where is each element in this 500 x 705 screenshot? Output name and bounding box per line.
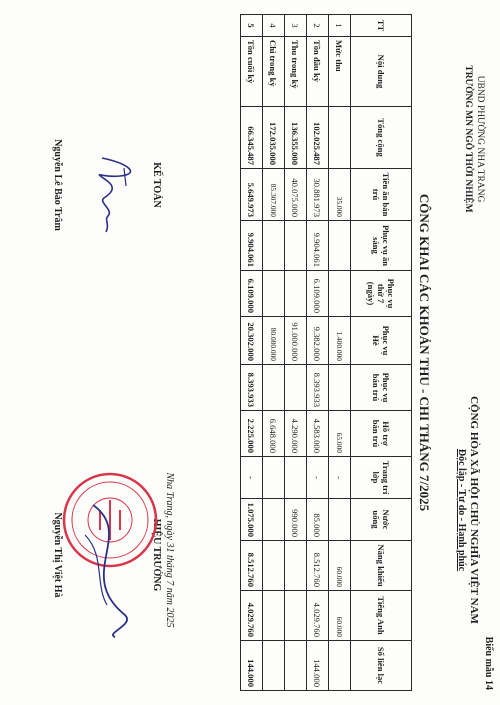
table-cell: [329, 221, 351, 271]
table-cell: 4.029.760: [241, 591, 263, 641]
table-cell: [263, 271, 285, 317]
table-cell: 85.307.000: [263, 169, 285, 221]
column-header: TT: [351, 15, 412, 37]
column-header: Năng khiếu: [351, 541, 412, 591]
column-header: Hỗ trợ bán trú: [351, 411, 412, 457]
form-number: Biểu mẫu 14: [483, 636, 494, 690]
table-cell: 1.075.000: [241, 499, 263, 541]
table-cell: Mức thu: [329, 37, 351, 107]
column-header: Phục vụ ăn sáng: [351, 221, 412, 271]
table-row: [307, 15, 329, 691]
accountant-signature-icon: [80, 140, 150, 250]
table-header-row: [351, 15, 412, 691]
table-cell: 30.881.973: [307, 169, 329, 221]
table-cell: 35.000: [329, 169, 351, 221]
table-row: [263, 15, 285, 691]
table-cell: [329, 271, 351, 317]
table-cell: [329, 365, 351, 411]
table-cell: [329, 499, 351, 541]
table-cell: Chi trong kỳ: [263, 37, 285, 107]
table-cell: -: [241, 457, 263, 499]
page-title: CÔNG KHAI CÁC KHOẢN THU - CHI THÁNG 7/2025: [417, 193, 432, 512]
table-cell: 4.290.000: [285, 411, 307, 457]
table-cell: [263, 221, 285, 271]
table-cell: 144.000: [241, 641, 263, 691]
table-cell: 65.000: [329, 411, 351, 457]
table-row: [329, 15, 351, 691]
column-header: Tổng cộng: [351, 107, 412, 169]
table-cell: 9.904.061: [307, 221, 329, 271]
column-header: Nước uống: [351, 499, 412, 541]
finance-table: [240, 14, 412, 691]
table-cell: [263, 641, 285, 691]
table-cell: 8.512.760: [241, 541, 263, 591]
accountant-title: KẾ TOÁN: [151, 162, 162, 208]
principal-title: HIỆU TRƯỞNG: [151, 518, 162, 592]
table-cell: [285, 221, 307, 271]
table-cell: [263, 457, 285, 499]
table-cell: [329, 641, 351, 691]
table-cell: 6.109.000: [307, 271, 329, 317]
motto: Độc lập - Tự do - Hạnh phúc: [456, 448, 467, 572]
column-header: Phục vụ thứ 7 (ngày): [351, 271, 412, 317]
principal-name: Nguyễn Thị Việt Hà: [52, 512, 63, 598]
table-cell: 8.393.933: [307, 365, 329, 411]
table-cell: 40.075.000: [285, 169, 307, 221]
column-header: Trang trí lớp: [351, 457, 412, 499]
table-cell: [285, 271, 307, 317]
table-row: [241, 15, 263, 691]
table-cell: [263, 541, 285, 591]
table-cell: 9.382.000: [307, 317, 329, 365]
table-cell: Tồn đầu kỳ: [307, 37, 329, 107]
national-header: [456, 330, 494, 690]
table-cell: 1.400.000: [329, 317, 351, 365]
table-cell: 1: [329, 15, 351, 37]
column-header: Tiếng Anh: [351, 591, 412, 641]
table-cell: [285, 365, 307, 411]
table-cell: Tồn cuối kỳ: [241, 37, 263, 107]
table-cell: Thu trong kỳ: [285, 37, 307, 107]
table-cell: 4.029.760: [307, 591, 329, 641]
table-cell: [285, 641, 307, 691]
table-cell: [285, 541, 307, 591]
organization-header: [462, 14, 486, 264]
column-header: Tiền ăn bán trú: [351, 169, 412, 221]
column-header: Phục vụ Hè: [351, 317, 412, 365]
table-cell: -: [307, 457, 329, 499]
table-cell: 8.512.760: [307, 541, 329, 591]
official-stamp-icon: [55, 465, 165, 645]
table-cell: 66.345.487: [241, 107, 263, 169]
table-cell: 6.109.000: [241, 271, 263, 317]
org-line-2: TRƯỜNG MN NGÔ THỜI NHIỆM: [463, 65, 473, 213]
table-cell: 2.225.000: [241, 411, 263, 457]
table-cell: 172.035.000: [263, 107, 285, 169]
table-cell: 3: [285, 15, 307, 37]
table-cell: 144.000: [307, 641, 329, 691]
table-cell: 990.000: [285, 499, 307, 541]
table-cell: 4: [263, 15, 285, 37]
table-cell: 60.000: [329, 541, 351, 591]
table-cell: 91.000.000: [285, 317, 307, 365]
table-cell: 80.080.000: [263, 317, 285, 365]
table-cell: [263, 499, 285, 541]
table-cell: 85.000: [307, 499, 329, 541]
table-cell: [285, 591, 307, 641]
accountant-name: Nguyễn Lê Bảo Trâm: [52, 139, 63, 231]
table-cell: 8.393.933: [241, 365, 263, 411]
table-cell: -: [329, 457, 351, 499]
table-cell: 9.904.061: [241, 221, 263, 271]
table-cell: 20.302.000: [241, 317, 263, 365]
table-cell: 2: [307, 15, 329, 37]
nation-title: CỘNG HÒA XÃ HỘI CHỦ NGHĨA VIỆT NAM: [468, 396, 480, 624]
table-cell: 136.355.000: [285, 107, 307, 169]
table-cell: 60.000: [329, 591, 351, 641]
table-row: [285, 15, 307, 691]
table-cell: [285, 457, 307, 499]
table-cell: 102.025.487: [307, 107, 329, 169]
column-header: Phục vụ bán trú: [351, 365, 412, 411]
org-line-1: UBND PHƯỜNG NHA TRANG: [475, 75, 485, 203]
table-cell: 6.648.000: [263, 411, 285, 457]
table-cell: [263, 365, 285, 411]
column-header: Nội dung: [351, 37, 412, 107]
table-cell: 5.649.973: [241, 169, 263, 221]
table-cell: [329, 107, 351, 169]
date-line: Nha Trang, ngày 31 tháng 7 năm 2025: [164, 472, 175, 628]
table-cell: 5: [241, 15, 263, 37]
table-cell: 4.583.000: [307, 411, 329, 457]
table-cell: [263, 591, 285, 641]
column-header: Sổ liên lạc: [351, 641, 412, 691]
